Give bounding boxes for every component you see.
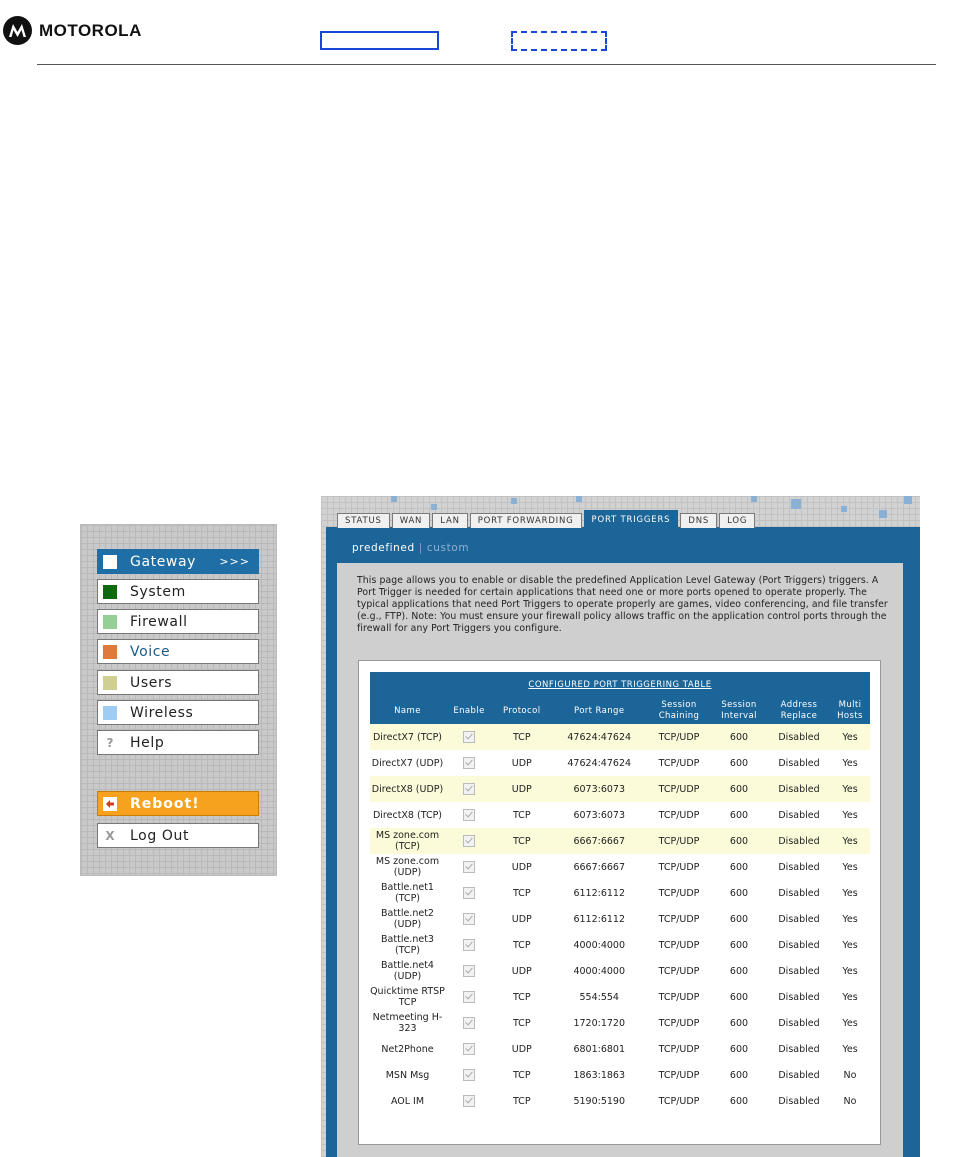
interval-cell: 600 xyxy=(729,1095,749,1107)
sidebar-item-label: Voice xyxy=(130,643,171,660)
system-swatch-icon xyxy=(103,585,117,599)
sidebar-item-label: Reboot! xyxy=(130,795,200,812)
chaining-cell: TCP/UDP xyxy=(658,939,700,951)
column-header: Protocol xyxy=(493,698,550,724)
enable-checkbox[interactable] xyxy=(463,965,475,977)
name-cell: Netmeeting H-323 xyxy=(372,1012,443,1034)
interval-cell: 600 xyxy=(729,939,749,951)
interval-cell: 600 xyxy=(729,1043,749,1055)
sidebar-item-label: Log Out xyxy=(130,827,190,844)
replace-cell: Disabled xyxy=(778,809,820,821)
multi-cell: Yes xyxy=(830,776,870,802)
tab-port-forwarding[interactable]: PORT FORWARDING xyxy=(470,513,582,528)
motorola-batwing-icon xyxy=(3,16,32,45)
enable-cell[interactable] xyxy=(445,828,493,854)
name-cell: DirectX8 (TCP) xyxy=(372,809,443,821)
interval-cell: 600 xyxy=(729,913,749,925)
name-cell: Battle.net3 (TCP) xyxy=(381,934,434,956)
enable-checkbox[interactable] xyxy=(463,939,475,951)
column-header: Session Interval xyxy=(710,698,768,724)
table-row xyxy=(370,724,870,750)
protocol-cell: TCP xyxy=(512,991,531,1003)
replace-cell: Disabled xyxy=(778,991,820,1003)
protocol-cell: TCP xyxy=(512,1069,531,1081)
enable-checkbox[interactable] xyxy=(463,1069,475,1081)
enable-cell[interactable] xyxy=(445,984,493,1010)
enable-checkbox[interactable] xyxy=(463,1017,475,1029)
port-range-cell: 4000:4000 xyxy=(573,965,625,977)
name-cell: Battle.net2 (UDP) xyxy=(381,908,434,930)
enable-checkbox[interactable] xyxy=(463,991,475,1003)
port-range-cell: 1863:1863 xyxy=(573,1069,625,1081)
name-cell: MS zone.com (UDP) xyxy=(375,856,440,878)
port-range-cell: 6667:6667 xyxy=(573,861,625,873)
replace-cell: Disabled xyxy=(778,887,820,899)
question-icon: ? xyxy=(106,735,114,750)
decorative-tile xyxy=(431,504,437,510)
sidebar-item-wireless[interactable] xyxy=(97,700,259,725)
expand-arrows-icon: >>> xyxy=(219,555,250,568)
protocol-cell: TCP xyxy=(512,809,531,821)
enable-cell[interactable] xyxy=(445,1062,493,1088)
replace-cell: Disabled xyxy=(778,965,820,977)
table-row xyxy=(370,776,870,802)
multi-cell: Yes xyxy=(842,861,858,873)
enable-cell[interactable] xyxy=(445,854,493,880)
protocol-cell: TCP xyxy=(512,887,531,899)
protocol-cell: UDP xyxy=(511,861,532,873)
enable-checkbox[interactable] xyxy=(463,731,475,743)
replace-cell: Disabled xyxy=(778,1043,820,1055)
tab-dns[interactable]: DNS xyxy=(680,513,717,528)
wireless-swatch-icon xyxy=(103,706,117,720)
table-row xyxy=(370,1062,870,1088)
decorative-tile xyxy=(841,506,847,512)
chaining-cell: TCP/UDP xyxy=(658,861,700,873)
tab-port-triggers[interactable]: PORT TRIGGERS xyxy=(584,510,679,528)
enable-checkbox[interactable] xyxy=(463,1095,475,1107)
multi-cell: Yes xyxy=(842,939,858,951)
chaining-cell: TCP/UDP xyxy=(648,776,710,802)
interval-cell: 600 xyxy=(729,991,749,1003)
protocol-cell: UDP xyxy=(511,913,532,925)
interval-cell: 600 xyxy=(729,861,749,873)
sidebar-item-label: Help xyxy=(130,734,165,751)
enable-checkbox[interactable] xyxy=(463,861,475,873)
chaining-cell: TCP/UDP xyxy=(658,1069,700,1081)
table-row xyxy=(370,802,870,828)
sidebar-item-label: Firewall xyxy=(130,613,188,630)
subnav-custom[interactable]: custom xyxy=(426,542,470,554)
tab-status[interactable]: STATUS xyxy=(337,513,390,528)
enable-cell[interactable] xyxy=(445,880,493,906)
sidebar-item-help[interactable] xyxy=(97,730,259,755)
column-header: Port Range xyxy=(550,698,648,724)
subnav-predefined[interactable]: predefined xyxy=(352,542,415,554)
port-range-cell: 6667:6667 xyxy=(550,828,648,854)
chaining-cell: TCP/UDP xyxy=(658,991,700,1003)
table-row xyxy=(370,854,870,880)
table-container xyxy=(358,660,881,1145)
column-header: Multi Hosts xyxy=(830,698,870,724)
header-divider xyxy=(37,64,936,65)
multi-cell: Yes xyxy=(842,991,858,1003)
decorative-tile xyxy=(751,496,757,502)
gateway-swatch-icon xyxy=(103,555,117,569)
replace-cell: Disabled xyxy=(778,757,820,769)
motorola-logo xyxy=(3,16,142,45)
enable-cell[interactable] xyxy=(445,932,493,958)
protocol-cell: TCP xyxy=(493,724,550,750)
sidebar-item-label: System xyxy=(130,583,186,600)
decorative-tile xyxy=(904,496,912,504)
sidebar-item-label: Users xyxy=(130,674,173,691)
interval-cell: 600 xyxy=(729,887,749,899)
name-cell: Battle.net4 (UDP) xyxy=(381,960,434,982)
port-trigger-table xyxy=(370,672,870,1114)
name-cell: Quicktime RTSP TCP xyxy=(370,986,445,1008)
table-row xyxy=(370,984,870,1010)
protocol-cell: UDP xyxy=(493,776,550,802)
enable-cell[interactable] xyxy=(445,1036,493,1062)
name-cell: AOL IM xyxy=(390,1095,425,1107)
interval-cell: 600 xyxy=(729,757,749,769)
replace-cell: Disabled xyxy=(778,861,820,873)
enable-checkbox[interactable] xyxy=(463,887,475,899)
replace-cell: Disabled xyxy=(778,913,820,925)
decorative-tile xyxy=(576,496,582,502)
decorative-tile xyxy=(511,498,517,504)
replace-cell: Disabled xyxy=(768,776,830,802)
header-link-box-dashed[interactable] xyxy=(511,31,607,51)
chaining-cell: TCP/UDP xyxy=(658,913,700,925)
name-cell: DirectX8 (UDP) xyxy=(370,776,445,802)
decorative-tile xyxy=(391,496,397,502)
tab-wan[interactable]: WAN xyxy=(392,513,431,528)
header-link-box[interactable] xyxy=(320,31,439,50)
sidebar-item-users[interactable] xyxy=(97,670,259,695)
users-swatch-icon xyxy=(103,676,117,690)
chaining-cell: TCP/UDP xyxy=(658,1095,700,1107)
multi-cell: Yes xyxy=(842,1017,858,1029)
port-range-cell: 1720:1720 xyxy=(573,1017,625,1029)
voice-swatch-icon xyxy=(103,645,117,659)
name-cell: DirectX7 (TCP) xyxy=(370,724,445,750)
table-row xyxy=(370,1010,870,1036)
enable-cell[interactable] xyxy=(445,906,493,932)
replace-cell: Disabled xyxy=(768,828,830,854)
sidebar-item-system[interactable] xyxy=(97,579,259,604)
port-range-cell: 6073:6073 xyxy=(573,809,625,821)
port-range-cell: 6801:6801 xyxy=(573,1043,625,1055)
table-row xyxy=(370,932,870,958)
column-header: Address Replace xyxy=(768,698,830,724)
name-cell: MS zone.com (TCP) xyxy=(370,828,445,854)
port-range-cell: 5190:5190 xyxy=(573,1095,625,1107)
port-range-cell: 6073:6073 xyxy=(550,776,648,802)
sidebar-item-firewall[interactable] xyxy=(97,609,259,634)
name-cell: DirectX7 (UDP) xyxy=(371,757,444,769)
enable-cell[interactable] xyxy=(445,750,493,776)
name-cell: MSN Msg xyxy=(385,1069,430,1081)
protocol-cell: UDP xyxy=(511,965,532,977)
enable-cell[interactable] xyxy=(445,958,493,984)
tab-bar xyxy=(337,513,757,529)
multi-cell: Yes xyxy=(842,757,858,769)
enable-checkbox[interactable] xyxy=(463,835,475,847)
protocol-cell: TCP xyxy=(493,828,550,854)
replace-cell: Disabled xyxy=(778,1069,820,1081)
column-header: Name xyxy=(370,698,445,724)
subnav-separator: | xyxy=(418,542,423,554)
protocol-cell: TCP xyxy=(512,1017,531,1029)
enable-cell[interactable] xyxy=(445,802,493,828)
sidebar-item-label: Gateway xyxy=(130,553,197,570)
column-header: Enable xyxy=(445,698,493,724)
enable-checkbox[interactable] xyxy=(463,913,475,925)
multi-cell: Yes xyxy=(830,724,870,750)
sidebar-item-gateway[interactable] xyxy=(97,549,259,574)
name-cell: Battle.net1 (TCP) xyxy=(381,882,434,904)
interval-cell: 600 xyxy=(729,1017,749,1029)
chaining-cell: TCP/UDP xyxy=(658,809,700,821)
port-range-cell: 554:554 xyxy=(579,991,619,1003)
subnav xyxy=(352,542,469,554)
port-range-cell: 4000:4000 xyxy=(573,939,625,951)
enable-checkbox[interactable] xyxy=(463,1043,475,1055)
multi-cell: No xyxy=(843,1069,857,1081)
port-range-cell: 6112:6112 xyxy=(573,887,625,899)
enable-checkbox[interactable] xyxy=(463,809,475,821)
logout-button[interactable] xyxy=(97,823,259,848)
multi-cell: Yes xyxy=(830,828,870,854)
protocol-cell: UDP xyxy=(511,757,532,769)
enable-cell[interactable] xyxy=(445,1010,493,1036)
interval-cell: 600 xyxy=(710,776,768,802)
table-row xyxy=(370,906,870,932)
table-row xyxy=(370,828,870,854)
enable-checkbox[interactable] xyxy=(463,757,475,769)
multi-cell: Yes xyxy=(842,913,858,925)
interval-cell: 600 xyxy=(729,965,749,977)
multi-cell: Yes xyxy=(842,809,858,821)
sidebar-nav xyxy=(80,524,277,876)
protocol-cell: TCP xyxy=(512,939,531,951)
multi-cell: Yes xyxy=(842,965,858,977)
sidebar-item-voice[interactable] xyxy=(97,639,259,664)
table-header-row xyxy=(370,698,870,724)
replace-cell: Disabled xyxy=(768,724,830,750)
reboot-button[interactable] xyxy=(97,791,259,816)
interval-cell: 600 xyxy=(710,724,768,750)
table-row xyxy=(370,1088,870,1114)
table-row xyxy=(370,1036,870,1062)
interval-cell: 600 xyxy=(710,828,768,854)
chaining-cell: TCP/UDP xyxy=(658,887,700,899)
enable-checkbox[interactable] xyxy=(463,783,475,795)
decorative-tile xyxy=(879,510,887,518)
port-range-cell: 6112:6112 xyxy=(573,913,625,925)
firewall-swatch-icon xyxy=(103,615,117,629)
chaining-cell: TCP/UDP xyxy=(648,724,710,750)
chaining-cell: TCP/UDP xyxy=(648,828,710,854)
replace-cell: Disabled xyxy=(778,1095,820,1107)
port-range-cell: 47624:47624 xyxy=(550,724,648,750)
sidebar-item-label: Wireless xyxy=(130,704,194,721)
enable-cell[interactable] xyxy=(445,1088,493,1114)
chaining-cell: TCP/UDP xyxy=(658,1043,700,1055)
multi-cell: No xyxy=(843,1095,857,1107)
reboot-icon xyxy=(103,797,117,811)
table-title[interactable]: CONFIGURED PORT TRIGGERING TABLE xyxy=(370,672,870,698)
brand-name: MOTOROLA xyxy=(39,20,142,40)
enable-cell[interactable] xyxy=(445,776,493,802)
interval-cell: 600 xyxy=(729,809,749,821)
content-area xyxy=(337,563,903,1157)
close-icon: X xyxy=(105,828,115,843)
name-cell: Net2Phone xyxy=(381,1043,434,1055)
multi-cell: Yes xyxy=(842,1043,858,1055)
multi-cell: Yes xyxy=(842,887,858,899)
main-panel xyxy=(321,496,920,1157)
replace-cell: Disabled xyxy=(778,939,820,951)
table-row xyxy=(370,750,870,776)
enable-cell[interactable] xyxy=(445,724,493,750)
replace-cell: Disabled xyxy=(778,1017,820,1029)
chaining-cell: TCP/UDP xyxy=(658,1017,700,1029)
tab-log[interactable]: LOG xyxy=(719,513,755,528)
protocol-cell: TCP xyxy=(512,1095,531,1107)
tab-lan[interactable]: LAN xyxy=(432,513,468,528)
table-row xyxy=(370,958,870,984)
interval-cell: 600 xyxy=(729,1069,749,1081)
table-row xyxy=(370,880,870,906)
chaining-cell: TCP/UDP xyxy=(658,965,700,977)
decorative-tile xyxy=(791,499,801,509)
port-range-cell: 47624:47624 xyxy=(567,757,632,769)
protocol-cell: UDP xyxy=(511,1043,532,1055)
page-description: This page allows you to enable or disable the predefined Application Level Gateway (Port Triggers) triggers. A Port Trigger is needed for certain applications that need one or more ports opened to operate properly. The typical applications that need Port Triggers to operate properly are games, video conferencing, and file transfer (e.g., FTP). Note: You must ensure your firewall policy allows traffic on the application control ports through the firewall for any Port Triggers you configure. xyxy=(357,575,888,634)
column-header: Session Chaining xyxy=(648,698,710,724)
chaining-cell: TCP/UDP xyxy=(658,757,700,769)
